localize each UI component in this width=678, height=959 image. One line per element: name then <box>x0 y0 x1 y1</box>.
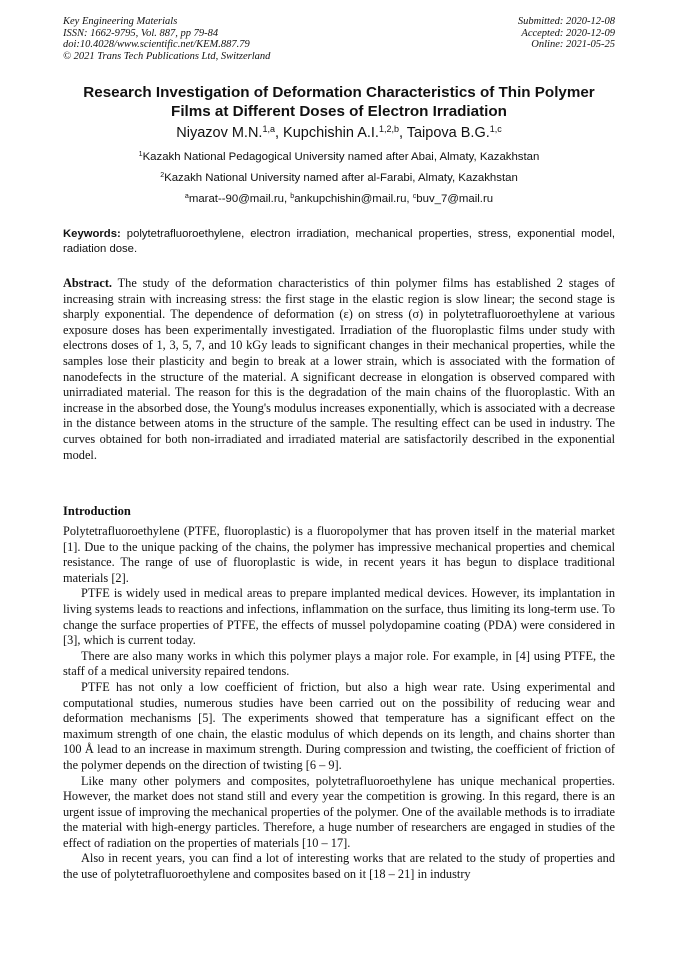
keywords <box>63 227 615 257</box>
intro-paragraph: PTFE has not only a low coefficient of friction, but also a high wear rate. Using experimental and computational studies, numerous studies have been carried out on the possibility of reducing wear and deformation mechanisms [5]. The experiments showed that temperature has a significant effect on the maximum strength of one chain, the elastic modulus of which depends on its length, and chains shorter than 100 Å lead to an increase in maximum strength. During compression and twisting, the coefficient of friction of the polymer depends on the direction of twisting [6 – 9]. <box>63 679 615 772</box>
section-heading-introduction: Introduction <box>63 504 131 518</box>
intro-paragraph: PTFE is widely used in medical areas to prepare implanted medical devices. However, its implantation in living systems leads to reactions and infections, inflammation on the surface, thus limiting its long-term use. To change the surface properties of PTFE, the effects of mussel polydopamine coating (PDA) were considered in [3], which is current today. <box>63 586 615 648</box>
intro-paragraph: Also in recent years, you can find a lot of interesting works that are related to the study of properties and the use of polytetrafluoroethylene and composites based on it [18 – 21] in industry <box>63 851 615 882</box>
abstract <box>63 276 615 463</box>
journal-issn: ISSN: 1662-9795, Vol. 887, pp 79-84 <box>63 27 219 39</box>
title-line-2: Films at Different Doses of Electron Irradiation <box>171 103 507 120</box>
email-a[interactable]: marat--90@mail.ru, <box>188 193 291 205</box>
journal-header-left <box>63 16 270 62</box>
journal-doi[interactable]: doi:10.4028/www.scientific.net/KEM.887.79 <box>63 39 250 50</box>
keywords-label: Keywords: <box>63 228 121 240</box>
introduction-body <box>63 524 615 883</box>
affiliation-2 <box>40 171 638 185</box>
intro-paragraph: There are also many works in which this polymer plays a major role. For example, in [4] using PTFE, the staff of a medical university repaired tendons. <box>63 648 615 679</box>
author-emails <box>40 192 638 206</box>
email-c[interactable]: buv_7@mail.ru <box>416 193 494 205</box>
affiliation-1 <box>40 150 638 164</box>
online-date: Online: 2021-05-25 <box>531 39 615 50</box>
journal-header-right <box>518 16 615 51</box>
journal-name: Key Engineering Materials <box>63 16 178 27</box>
paper-title <box>40 83 638 121</box>
email-a-marker: a <box>184 193 189 201</box>
intro-paragraph: Polytetrafluoroethylene (PTFE, fluoroplastic) is a fluoropolymer that has proven itself in the material market [1]. Due to the unique packing of the chains, the polymer has impressive mechanical properties and chemical resistance. The range of use of fluoroplastic is wide, in recent years it has begun to displace traditional materials [2]. <box>63 524 615 585</box>
abstract-label: Abstract. <box>63 276 113 290</box>
affiliation-2-text: Kazakh National University named after al-Farabi, Almaty, Kazakhstan <box>164 172 518 184</box>
email-b-marker: b <box>290 193 295 201</box>
title-line-1: Research Investigation of Deformation Characteristics of Thin Polymer <box>83 84 595 101</box>
email-c-marker: c <box>412 193 417 201</box>
intro-paragraph: Like many other polymers and composites, polytetrafluoroethylene has unique mechanical properties. However, the market does not stand still and every year the competition is growing. In this regard, there is an urgent issue of improving the mechanical properties of the polymer. One of the available methods is to irradiate the material with high-energy particles. Therefore, a huge number of researchers are engaged in studies of the effect of radiation on the properties of materials [10 – 17]. <box>63 773 615 850</box>
accepted-date: Accepted: 2020-12-09 <box>521 27 615 39</box>
author-2: , Kupchishin A.I. <box>274 125 379 141</box>
email-b[interactable]: ankupchishin@mail.ru, <box>294 193 413 205</box>
affiliation-1-number: 1 <box>138 151 143 159</box>
affiliation-1-text: Kazakh National Pedagogical University named after Abai, Almaty, Kazakhstan <box>142 151 540 163</box>
affiliation-2-number: 2 <box>160 172 165 180</box>
author-1: Niyazov M.N. <box>176 125 263 141</box>
submitted-date: Submitted: 2020-12-08 <box>517 16 615 27</box>
journal-copyright: © 2021 Trans Tech Publications Ltd, Switzerland <box>63 50 271 62</box>
author-1-affil: 1,a <box>262 124 275 135</box>
author-list <box>40 124 638 142</box>
author-2-affil: 1,2,b <box>378 124 399 135</box>
author-3-affil: 1,c <box>489 124 502 135</box>
author-3: , Taipova B.G. <box>398 125 490 141</box>
keywords-text: polytetrafluoroethylene, electron irradiation, mechanical properties, stress, exponential model, radiation dose. <box>63 228 615 255</box>
abstract-text: The study of the deformation characteristics of thin polymer films has established 2 stages of increasing strain with increasing stress: the first stage in the elastic region is slow linear; the second stage is sharply exponential. The dependence of deformation (ε) on stress (σ) in polytetrafluoroethylene at various exposure doses has been experimentally investigated. Irradiation of the fluoroplastic films under study with electrons doses of 1, 3, 5, 7, and 10 kGy leads to significant changes in their mechanical properties, while the samples lose their plasticity and begin to break at a lower strain, which is associated with the formation of nanodefects in the structure of the material. A significant decrease in elongation is observed compared with unirradiated material. The reason for this is the degradation of the main chains of the fluoroplastic. With an increase in the absorbed dose, the Young's modulus increases exponentially, which is associated with a decrease in the distance between atoms in the structure of the sample. The resulting effect can be used in industry. The curves obtained for both non-irradiated and irradiated material are satisfactorily described in the exponential model. <box>63 276 615 462</box>
